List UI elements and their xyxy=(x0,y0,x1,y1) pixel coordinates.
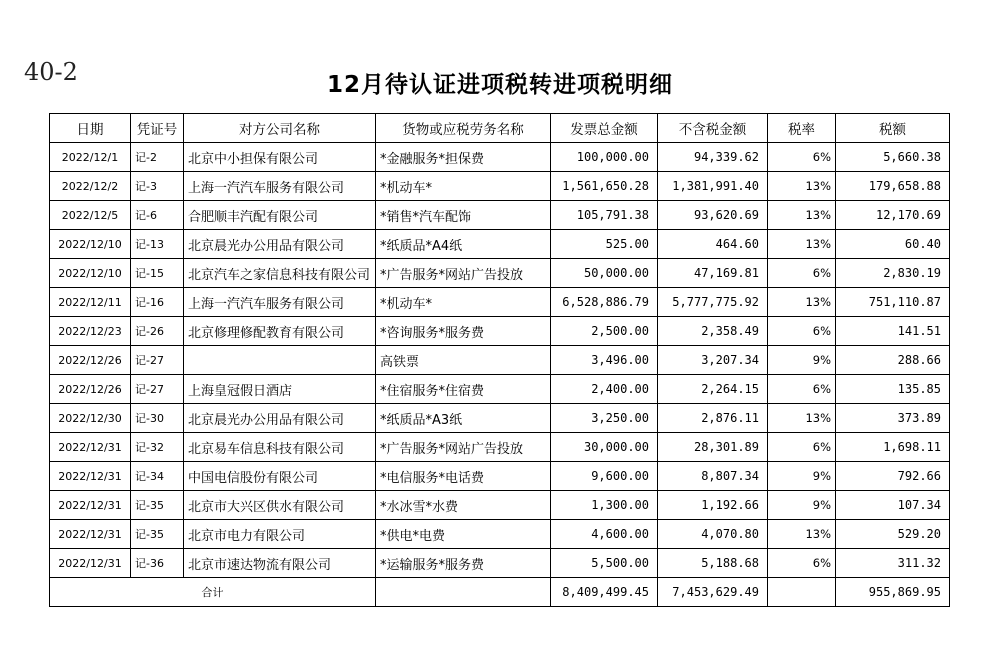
cell-net-amount: 1,192.66 xyxy=(658,491,768,520)
cell-company: 北京中小担保有限公司 xyxy=(184,143,376,172)
cell-tax-amount: 12,170.69 xyxy=(836,201,950,230)
cell-voucher: 记-35 xyxy=(131,491,184,520)
total-label: 合计 xyxy=(50,578,376,607)
table-row xyxy=(50,520,950,549)
cell-tax-amount: 311.32 xyxy=(836,549,950,578)
cell-date: 2022/12/31 xyxy=(50,433,131,462)
cell-tax-amount: 5,660.38 xyxy=(836,143,950,172)
cell-tax-rate: 13% xyxy=(768,230,836,259)
total-invoice-amount: 8,409,499.45 xyxy=(551,578,658,607)
total-row xyxy=(50,578,950,607)
cell-company: 合肥顺丰汽配有限公司 xyxy=(184,201,376,230)
cell-company: 上海一汽汽车服务有限公司 xyxy=(184,172,376,201)
page-title: 12月待认证进项税转进项税明细 xyxy=(326,72,673,98)
cell-goods: *运输服务*服务费 xyxy=(376,549,551,578)
table-row xyxy=(50,549,950,578)
cell-invoice-total: 2,400.00 xyxy=(551,375,658,404)
cell-tax-rate: 6% xyxy=(768,259,836,288)
cell-date: 2022/12/30 xyxy=(50,404,131,433)
cell-date: 2022/12/11 xyxy=(50,288,131,317)
header-tax-rate: 税率 xyxy=(768,114,836,143)
table-row xyxy=(50,288,950,317)
cell-date: 2022/12/10 xyxy=(50,230,131,259)
cell-goods: *纸质品*A4纸 xyxy=(376,230,551,259)
cell-tax-amount: 373.89 xyxy=(836,404,950,433)
cell-goods: *销售*汽车配饰 xyxy=(376,201,551,230)
table-row xyxy=(50,143,950,172)
cell-company: 北京易车信息科技有限公司 xyxy=(184,433,376,462)
table-row xyxy=(50,230,950,259)
cell-date: 2022/12/31 xyxy=(50,491,131,520)
cell-company: 北京修理修配教育有限公司 xyxy=(184,317,376,346)
table-row xyxy=(50,172,950,201)
cell-tax-rate: 6% xyxy=(768,549,836,578)
cell-tax-amount: 1,698.11 xyxy=(836,433,950,462)
cell-date: 2022/12/31 xyxy=(50,520,131,549)
cell-date: 2022/12/26 xyxy=(50,375,131,404)
table-row xyxy=(50,462,950,491)
cell-tax-rate: 13% xyxy=(768,288,836,317)
cell-voucher: 记-13 xyxy=(131,230,184,259)
cell-goods: *住宿服务*住宿费 xyxy=(376,375,551,404)
cell-voucher: 记-27 xyxy=(131,346,184,375)
cell-company: 上海皇冠假日酒店 xyxy=(184,375,376,404)
header-tax-amount: 税额 xyxy=(836,114,950,143)
cell-invoice-total: 105,791.38 xyxy=(551,201,658,230)
cell-tax-amount: 141.51 xyxy=(836,317,950,346)
cell-voucher: 记-6 xyxy=(131,201,184,230)
cell-tax-amount: 2,830.19 xyxy=(836,259,950,288)
cell-tax-amount: 107.34 xyxy=(836,491,950,520)
cell-company: 上海一汽汽车服务有限公司 xyxy=(184,288,376,317)
cell-goods: *广告服务*网站广告投放 xyxy=(376,259,551,288)
cell-tax-rate: 9% xyxy=(768,346,836,375)
cell-goods: *咨询服务*服务费 xyxy=(376,317,551,346)
cell-tax-rate: 6% xyxy=(768,433,836,462)
cell-voucher: 记-16 xyxy=(131,288,184,317)
cell-net-amount: 3,207.34 xyxy=(658,346,768,375)
cell-invoice-total: 100,000.00 xyxy=(551,143,658,172)
cell-tax-amount: 529.20 xyxy=(836,520,950,549)
cell-date: 2022/12/2 xyxy=(50,172,131,201)
cell-goods: *水冰雪*水费 xyxy=(376,491,551,520)
cell-company: 北京汽车之家信息科技有限公司 xyxy=(184,259,376,288)
cell-goods: 高铁票 xyxy=(376,346,551,375)
cell-goods: *电信服务*电话费 xyxy=(376,462,551,491)
cell-company: 北京市速达物流有限公司 xyxy=(184,549,376,578)
total-empty-cell xyxy=(376,578,551,607)
cell-net-amount: 2,876.11 xyxy=(658,404,768,433)
cell-voucher: 记-27 xyxy=(131,375,184,404)
cell-date: 2022/12/31 xyxy=(50,462,131,491)
cell-tax-amount: 751,110.87 xyxy=(836,288,950,317)
cell-invoice-total: 50,000.00 xyxy=(551,259,658,288)
cell-date: 2022/12/1 xyxy=(50,143,131,172)
cell-tax-rate: 6% xyxy=(768,317,836,346)
table-row xyxy=(50,201,950,230)
cell-invoice-total: 3,496.00 xyxy=(551,346,658,375)
cell-net-amount: 47,169.81 xyxy=(658,259,768,288)
header-company: 对方公司名称 xyxy=(184,114,376,143)
cell-tax-rate: 13% xyxy=(768,404,836,433)
cell-tax-rate: 13% xyxy=(768,520,836,549)
cell-tax-amount: 179,658.88 xyxy=(836,172,950,201)
cell-net-amount: 4,070.80 xyxy=(658,520,768,549)
cell-tax-rate: 6% xyxy=(768,375,836,404)
cell-tax-amount: 792.66 xyxy=(836,462,950,491)
cell-net-amount: 8,807.34 xyxy=(658,462,768,491)
cell-net-amount: 5,188.68 xyxy=(658,549,768,578)
cell-voucher: 记-34 xyxy=(131,462,184,491)
cell-invoice-total: 6,528,886.79 xyxy=(551,288,658,317)
cell-tax-amount: 60.40 xyxy=(836,230,950,259)
table-row xyxy=(50,375,950,404)
cell-goods: *机动车* xyxy=(376,172,551,201)
total-net-amount: 7,453,629.49 xyxy=(658,578,768,607)
cell-net-amount: 94,339.62 xyxy=(658,143,768,172)
cell-tax-rate: 9% xyxy=(768,491,836,520)
total-rate-empty xyxy=(768,578,836,607)
cell-voucher: 记-35 xyxy=(131,520,184,549)
cell-net-amount: 2,358.49 xyxy=(658,317,768,346)
cell-goods: *机动车* xyxy=(376,288,551,317)
cell-invoice-total: 3,250.00 xyxy=(551,404,658,433)
header-invoice-total: 发票总金额 xyxy=(551,114,658,143)
cell-date: 2022/12/10 xyxy=(50,259,131,288)
cell-tax-rate: 13% xyxy=(768,201,836,230)
table-row xyxy=(50,259,950,288)
table-row xyxy=(50,404,950,433)
cell-voucher: 记-32 xyxy=(131,433,184,462)
cell-net-amount: 93,620.69 xyxy=(658,201,768,230)
cell-goods: *广告服务*网站广告投放 xyxy=(376,433,551,462)
cell-net-amount: 464.60 xyxy=(658,230,768,259)
header-net-amount: 不含税金额 xyxy=(658,114,768,143)
table-row xyxy=(50,433,950,462)
cell-tax-rate: 13% xyxy=(768,172,836,201)
cell-net-amount: 5,777,775.92 xyxy=(658,288,768,317)
cell-invoice-total: 4,600.00 xyxy=(551,520,658,549)
page-number: 40-2 xyxy=(24,58,78,86)
cell-date: 2022/12/5 xyxy=(50,201,131,230)
cell-voucher: 记-30 xyxy=(131,404,184,433)
cell-company xyxy=(184,346,376,375)
cell-invoice-total: 2,500.00 xyxy=(551,317,658,346)
cell-goods: *纸质品*A3纸 xyxy=(376,404,551,433)
header-voucher: 凭证号 xyxy=(131,114,184,143)
cell-voucher: 记-36 xyxy=(131,549,184,578)
cell-voucher: 记-2 xyxy=(131,143,184,172)
header-row xyxy=(50,114,950,143)
cell-invoice-total: 30,000.00 xyxy=(551,433,658,462)
cell-invoice-total: 525.00 xyxy=(551,230,658,259)
cell-tax-rate: 6% xyxy=(768,143,836,172)
table-row xyxy=(50,346,950,375)
cell-tax-amount: 288.66 xyxy=(836,346,950,375)
cell-invoice-total: 9,600.00 xyxy=(551,462,658,491)
cell-voucher: 记-3 xyxy=(131,172,184,201)
cell-invoice-total: 1,300.00 xyxy=(551,491,658,520)
header-goods: 货物或应税劳务名称 xyxy=(376,114,551,143)
cell-voucher: 记-15 xyxy=(131,259,184,288)
cell-net-amount: 28,301.89 xyxy=(658,433,768,462)
header-date: 日期 xyxy=(50,114,131,143)
cell-net-amount: 2,264.15 xyxy=(658,375,768,404)
cell-tax-amount: 135.85 xyxy=(836,375,950,404)
table-row xyxy=(50,491,950,520)
total-tax-amount: 955,869.95 xyxy=(836,578,950,607)
cell-company: 中国电信股份有限公司 xyxy=(184,462,376,491)
cell-company: 北京市大兴区供水有限公司 xyxy=(184,491,376,520)
cell-date: 2022/12/31 xyxy=(50,549,131,578)
cell-company: 北京晨光办公用品有限公司 xyxy=(184,230,376,259)
cell-company: 北京市电力有限公司 xyxy=(184,520,376,549)
cell-goods: *供电*电费 xyxy=(376,520,551,549)
tax-detail-table xyxy=(49,113,950,607)
cell-company: 北京晨光办公用品有限公司 xyxy=(184,404,376,433)
cell-voucher: 记-26 xyxy=(131,317,184,346)
cell-tax-rate: 9% xyxy=(768,462,836,491)
cell-invoice-total: 1,561,650.28 xyxy=(551,172,658,201)
cell-invoice-total: 5,500.00 xyxy=(551,549,658,578)
cell-goods: *金融服务*担保费 xyxy=(376,143,551,172)
cell-date: 2022/12/23 xyxy=(50,317,131,346)
cell-date: 2022/12/26 xyxy=(50,346,131,375)
table-row xyxy=(50,317,950,346)
cell-net-amount: 1,381,991.40 xyxy=(658,172,768,201)
